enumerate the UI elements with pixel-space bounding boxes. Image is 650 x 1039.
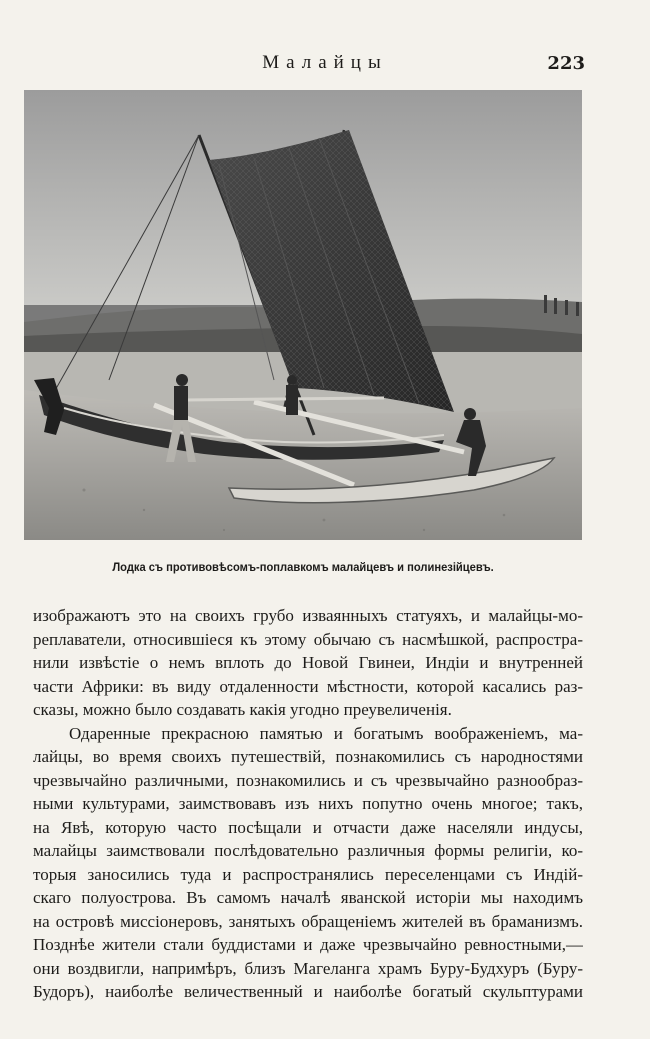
text-line: на островѣ миссіонеровъ, занятыхъ обращеніемъ жителей въ браманизмъ.	[33, 911, 583, 931]
text-line: скаго полуострова. Въ самомъ началѣ яванской исторіи мы находимъ	[33, 888, 583, 907]
text-line: малайцы заимствовали послѣдовательно различныя формы религіи, ко-	[33, 841, 583, 860]
text-line: сказы, можно было создавать какія угодно преувеличенія.	[33, 700, 452, 719]
person-figure	[286, 375, 298, 415]
text-line: Будоръ), наиболѣе величественный и наиболѣе богатый скульптурами	[33, 982, 583, 1001]
text-line: нили извѣстіе о немъ вплоть до Новой Гвинеи, Индіи и внутренней	[33, 653, 583, 672]
figure-caption: Лодка съ противовѣсомъ-поплавкомъ малайцевъ и полинезійцевъ.	[112, 560, 494, 574]
text-line: реплаватели, относившіеся къ этому обычаю съ насмѣшкой, распростра-	[33, 629, 583, 649]
text-line: они воздвигли, напримѣръ, близъ Магеланга храмъ Буру-Будхуръ (Буру-	[33, 958, 583, 978]
text-line: Позднѣе жители стали буддистами и даже чрезвычайно ревностными,—	[33, 935, 583, 954]
boat-photograph	[24, 90, 582, 540]
text-line: лайцы, во время своихъ путешествій, познакомились съ народностями	[33, 747, 583, 766]
text-line: ными культурами, заимствовавъ изъ нихъ попутно очень многое; такъ,	[33, 794, 583, 813]
text-line: части Африки: въ виду отдаленности мѣстности, которой касались раз-	[33, 676, 583, 696]
page-number: 223	[547, 53, 585, 74]
text-line: чрезвычайно различными, познакомились и съ чрезвычайно разнообраз-	[33, 770, 583, 790]
body-text	[33, 604, 583, 1004]
text-line: на Явѣ, которую часто посѣщали и отчасти даже населяли индусы,	[33, 817, 583, 837]
text-line: изображаютъ это на своихъ грубо изваянныхъ статуяхъ, и малайцы-мо-	[33, 606, 583, 625]
text-line: торыя заносились туда и распространялись переселенцами съ Индій-	[33, 864, 583, 884]
running-title: Малайцы	[262, 52, 388, 73]
text-line: Одаренные прекрасною памятью и богатымъ воображеніемъ, ма-	[69, 723, 583, 743]
